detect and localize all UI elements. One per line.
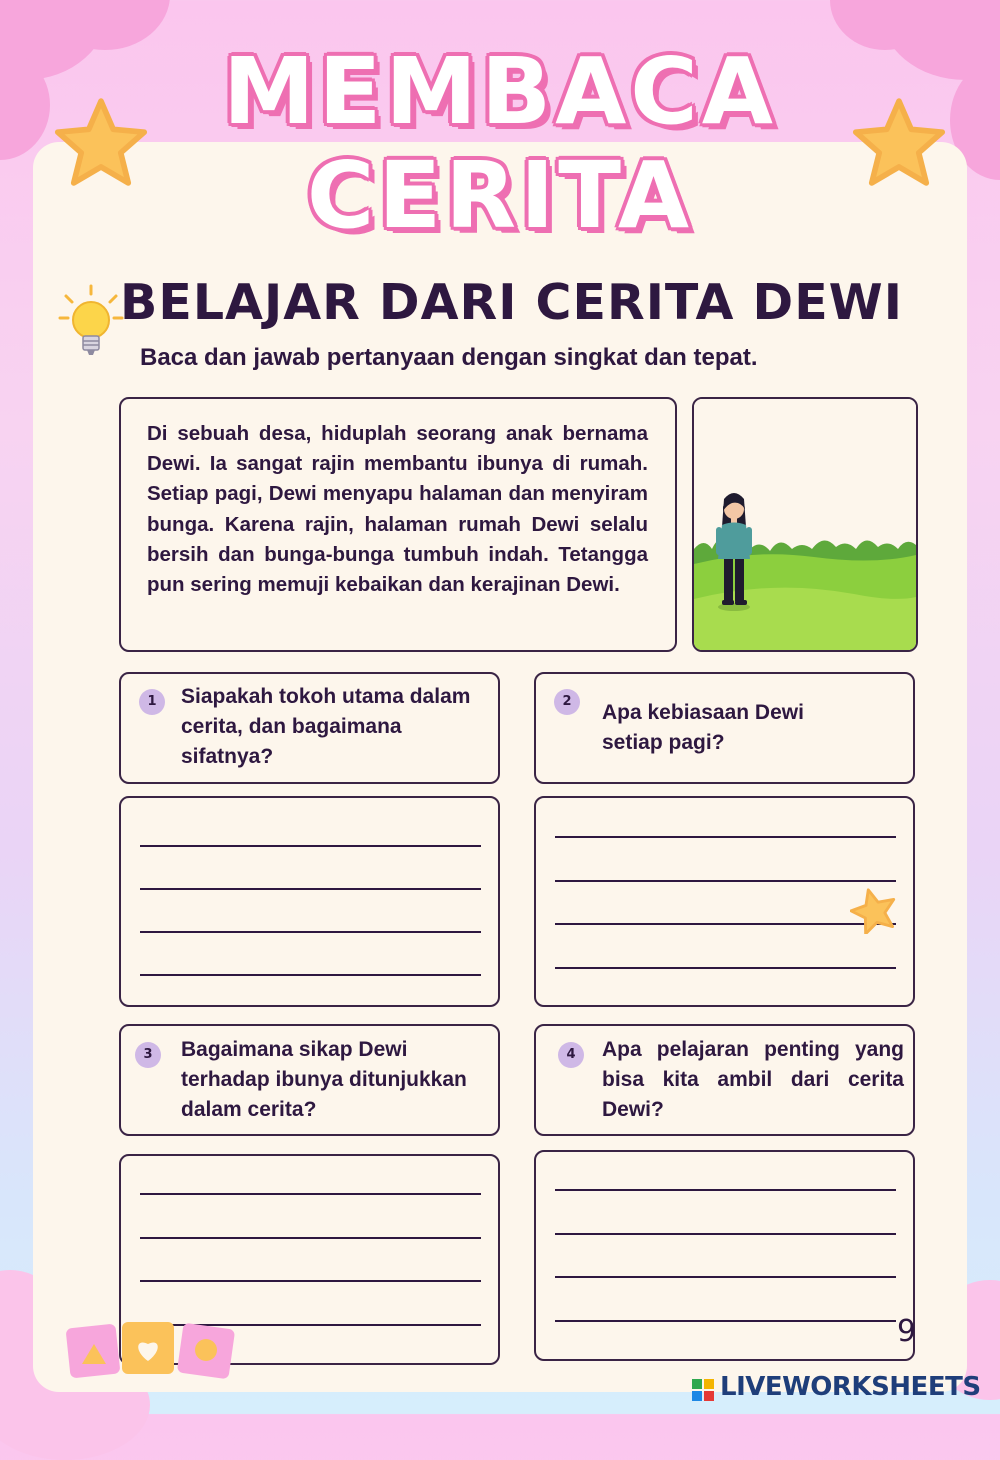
story-text-box: Di sebuah desa, hiduplah seorang anak bernama Dewi. Ia sangat rajin membantu ibunya di rumah. Setiap pagi, Dewi menyapu halaman dan menyiram bunga. Karena rajin, halaman rumah Dewi selalu bersih dan bunga-bunga tumbuh indah. Tetangga pun sering memuji kebaikan dan kerajinan Dewi.: [119, 397, 677, 652]
puzzle-pieces-decoration: [64, 1316, 240, 1382]
answer-line: [555, 836, 896, 838]
title-line-2: CERITA: [306, 142, 694, 249]
page-title: [0, 40, 1000, 248]
answer-line: [140, 1237, 481, 1239]
star-icon-small: [850, 886, 898, 934]
answer-line: [555, 1276, 896, 1278]
answer-line: [555, 1320, 896, 1322]
title-line-1: MEMBACA: [223, 38, 777, 145]
liveworksheets-text: LIVEWORKSHEETS: [720, 1372, 981, 1402]
question-text-2: Apa kebiasaan Dewi setiap pagi?: [602, 701, 804, 754]
lightbulb-icon: [58, 284, 124, 364]
answer-line: [555, 1189, 896, 1191]
answer-line: [140, 845, 481, 847]
question-number-badge-1: 1: [139, 689, 165, 715]
answer-box-1[interactable]: [119, 796, 500, 1007]
question-text-3: Bagaimana sikap Dewi terhadap ibunya ditunjukkan dalam cerita?: [181, 1038, 467, 1121]
question-number-badge-3: 3: [135, 1042, 161, 1068]
question-box-2: [534, 672, 915, 784]
liveworksheets-logo-icon: [692, 1379, 714, 1401]
question-box-3: [119, 1024, 500, 1136]
answer-line: [140, 931, 481, 933]
answer-line: [555, 1233, 896, 1235]
question-box-1: [119, 672, 500, 784]
question-text-1: Siapakah tokoh utama dalam cerita, dan bagaimana sifatnya?: [181, 685, 471, 768]
answer-line: [140, 974, 481, 976]
liveworksheets-watermark: [692, 1372, 992, 1406]
story-illustration: [692, 397, 918, 652]
girl-in-garden-illustration: [694, 399, 916, 650]
answer-box-2[interactable]: [534, 796, 915, 1007]
answer-line: [140, 1193, 481, 1195]
question-box-4: [534, 1024, 915, 1136]
answer-line: [555, 880, 896, 882]
answer-line: [555, 923, 896, 925]
section-title: BELAJAR DARI CERITA DEWI: [120, 274, 903, 331]
question-number-badge-2: 2: [554, 689, 580, 715]
answer-line: [555, 967, 896, 969]
answer-box-4[interactable]: [534, 1150, 915, 1361]
answer-line: [140, 888, 481, 890]
answer-line: [140, 1280, 481, 1282]
question-text-4: Apa pelajaran penting yang bisa kita ambil dari cerita Dewi?: [602, 1038, 904, 1121]
instruction-text: Baca dan jawab pertanyaan dengan singkat dan tepat.: [140, 344, 758, 371]
page-number: 9: [897, 1314, 917, 1349]
question-number-badge-4: 4: [558, 1042, 584, 1068]
